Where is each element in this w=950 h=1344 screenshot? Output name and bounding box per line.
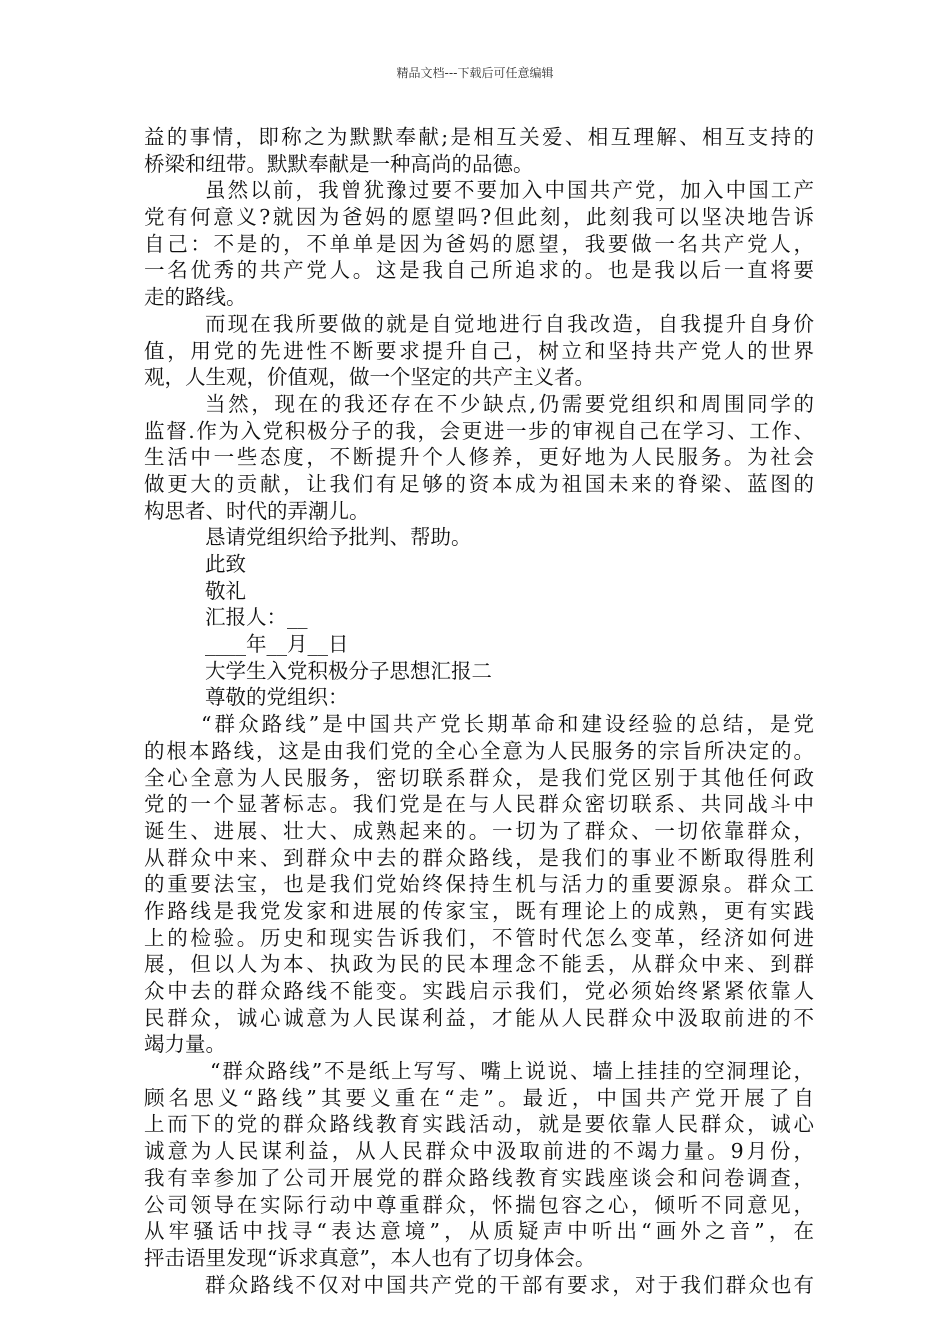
text-line: 虽然以前，我曾犹豫过要不要加入中国共产党，加入中国工产 <box>205 178 814 203</box>
text-line: 观，人生观，价值观，做一个坚定的共产主义者。 <box>144 365 595 390</box>
text-line: 民群众，诚心诚意为人民谋利益，才能从人民群众中汲取前进的不 <box>144 1005 814 1030</box>
text-line: 生活中一些态度，不断提升个人修养，更好地为人民服务。为社会 <box>144 445 814 470</box>
text-line: 诞生、进展、壮大、成熟起来的。一切为了群众、一切依靠群众， <box>144 818 814 843</box>
text-line: 而现在我所要做的就是自觉地进行自我改造，自我提升自身价 <box>205 311 814 336</box>
text-line: 益的事情，即称之为默默奉献;是相互关爱、相互理解、相互支持的 <box>144 125 814 149</box>
text-line: 全心全意为人民服务，密切联系群众，是我们党区别于其他任何政 <box>144 765 814 790</box>
text-line: 自己：不是的，不单单是因为爸妈的愿望，我要做一名共产党人， <box>144 231 814 256</box>
text-line: 展，但以人为本、执政为民的民本理念不能丢，从群众中来、到群 <box>144 952 814 977</box>
text-line: 上而下的党的群众路线教育实践活动，就是要依靠人民群众，诚心 <box>144 1112 814 1137</box>
text-line: 从群众中来、到群众中去的群众路线，是我们的事业不断取得胜利 <box>144 845 814 870</box>
text-line: 竭力量。 <box>144 1032 226 1057</box>
text-line: ____年__月__日 <box>205 632 349 657</box>
text-line: 恳请党组织给予批判、帮助。 <box>205 525 472 550</box>
text-line: 敬礼 <box>205 578 246 603</box>
text-line: 走的路线。 <box>144 285 247 310</box>
text-line: 值，用党的先进性不断要求提升自己，树立和坚持共产党人的世界 <box>144 338 814 363</box>
text-line: 构思者、时代的弄潮儿。 <box>144 498 370 523</box>
text-line: 大学生入党积极分子思想汇报二 <box>205 658 492 683</box>
text-line: 的重要法宝，也是我们党始终保持生机与活力的重要源泉。群众工 <box>144 872 814 897</box>
text-line: 从牢骚话中找寻“表达意境”，从质疑声中听出“画外之音”，在 <box>144 1219 814 1244</box>
text-line: 尊敬的党组织： <box>205 685 349 710</box>
text-line: 党有何意义?就因为爸妈的愿望吗?但此刻，此刻我可以坚决地告诉 <box>144 205 814 230</box>
text-line: 群众路线不仅对中国共产党的干部有要求，对于我们群众也有 <box>205 1272 814 1297</box>
text-line: 此致 <box>205 552 246 576</box>
text-line: 的根本路线，这是由我们党的全心全意为人民服务的宗旨所决定的。 <box>144 738 814 763</box>
text-line: 作路线是我党发家和进展的传家宝，既有理论上的成熟，更有实践 <box>144 898 814 923</box>
text-line: 公司领导在实际行动中尊重群众，怀揣包容之心，倾听不同意见， <box>144 1192 814 1217</box>
text-line: 顾名思义“路线”其要义重在“走”。最近，中国共产党开展了自 <box>144 1085 814 1110</box>
text-line: “群众路线”是中国共产党长期革命和建设经验的总结，是党 <box>201 712 814 737</box>
text-line: 我有幸参加了公司开展党的群众路线教育实践座谈会和问卷调查， <box>144 1165 814 1190</box>
text-line: “群众路线”不是纸上写写、嘴上说说、墙上挂挂的空洞理论， <box>210 1059 814 1084</box>
text-line: 汇报人：__ <box>205 605 308 630</box>
text-line: 监督.作为入党积极分子的我，会更进一步的审视自己在学习、工作、 <box>144 418 814 443</box>
text-line: 做更大的贡献，让我们有足够的资本成为祖国未来的脊梁、蓝图的 <box>144 471 814 496</box>
text-line: 当然，现在的我还存在不少缺点,仍需要党组织和周围同学的 <box>205 391 814 416</box>
text-line: 抨击语里发现“诉求真意”，本人也有了切身体会。 <box>144 1245 596 1270</box>
text-line: 桥梁和纽带。默默奉献是一种高尚的品德。 <box>144 151 534 176</box>
text-line: 上的检验。历史和现实告诉我们，不管时代怎么变革，经济如何进 <box>144 925 814 950</box>
text-line: 众中去的群众路线不能变。实践启示我们，党必须始终紧紧依靠人 <box>144 979 814 1003</box>
page-header: 精品文档---下载后可任意编辑 <box>396 66 554 80</box>
text-line: 一名优秀的共产党人。这是我自己所追求的。也是我以后一直将要 <box>144 258 814 283</box>
text-line: 诚意为人民谋利益，从人民群众中汲取前进的不竭力量。9月份， <box>144 1139 814 1164</box>
document-body <box>144 124 814 1298</box>
text-line: 党的一个显著标志。我们党是在与人民群众密切联系、共同战斗中 <box>144 792 814 817</box>
